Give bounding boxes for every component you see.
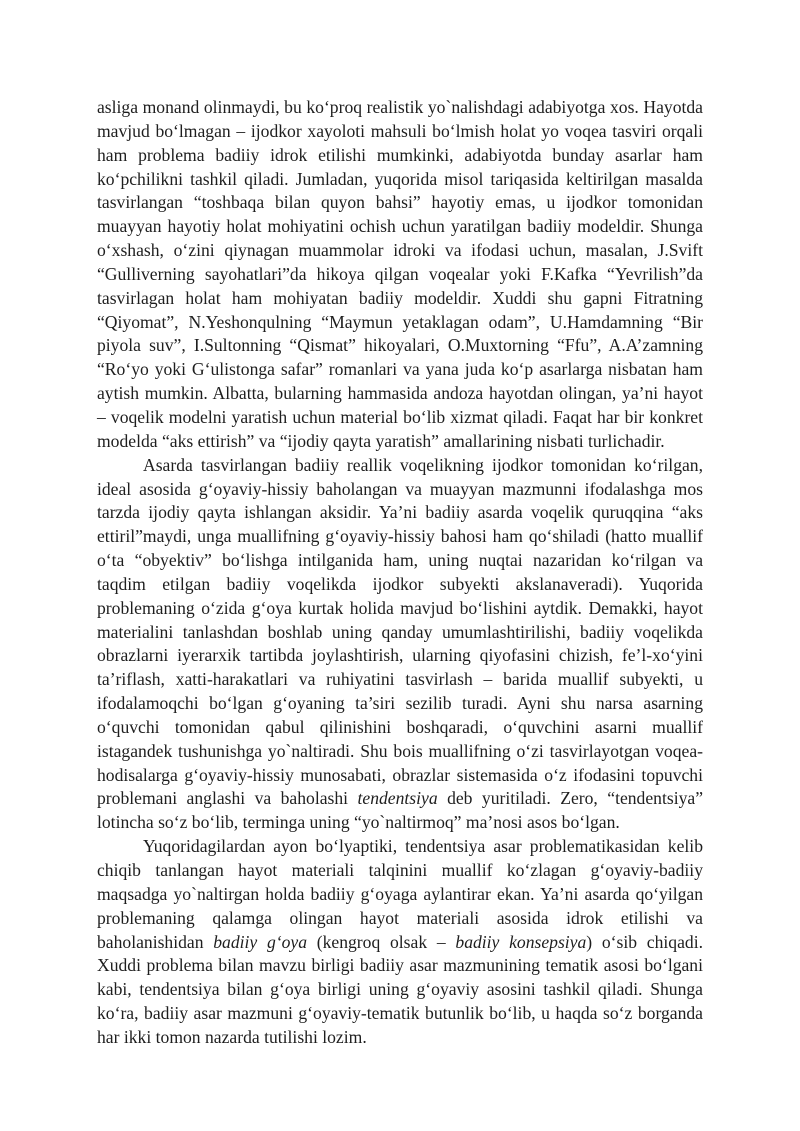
paragraph-2 xyxy=(97,454,703,836)
italic-term-badiiy-goya: badiiy g‘oya xyxy=(213,931,308,952)
paragraph-text: Yuqoridagilardan ayon bo‘lyaptiki, tendentsiya asar problematikasidan kelib chiqib tanlangan hayot materiali talqinini muallif ko‘zlagan g‘oyaviy-badiiy maqsadga yo`naltirgan holda badiiy g‘oyaga aylantirar ekan. Ya’ni asarda qo‘yilgan problemaning qalamga olingan hayot materiali asosida idrok etilishi va baholanishidan xyxy=(97,836,703,952)
paragraph-3 xyxy=(97,835,703,1050)
paragraph-text: ) o‘sib chiqadi. Xuddi problema bilan mavzu birligi badiiy asar mazmunining tematik asosi bo‘lgani kabi, tendentsiya bilan g‘oya birligi uning g‘oyaviy asosini tashkil qiladi. Shunga ko‘ra, badiiy asar mazmuni g‘oyaviy-tematik butunlik bo‘lib, u haqda so‘z borganda har ikki tomon nazarda tutilishi lozim. xyxy=(97,931,703,1047)
paragraph-text: asliga monand olinmaydi, bu ko‘proq realistik yo`nalishdagi adabiyotga xos. Hayotda mavjud bo‘lmagan – ijodkor xayoloti mahsuli bo‘lmish holat yo voqea tasviri orqali ham problema badiiy idrok etilishi mumkinki, adabiyotda bunday asarlar ham ko‘pchilikni tashkil qiladi. Jumladan, yuqorida misol tariqasida keltirilgan masalda tasvirlangan “toshbaqa bilan quyon bahsi” hayotiy emas, u ijodkor tomonidan muayyan hayotiy holat mohiyatini ochish uchun yaratilgan badiiy modeldir. Shunga o‘xshash, o‘zini qiynagan muammolar idroki va ifodasi uchun, masalan, J.Svift “Gulliverning sayohatlari”da hikoya qilgan voqealar yoki F.Kafka “Yevrilish”da tasvirlagan holat ham mohiyatan badiiy modeldir. Xuddi shu gapni Fitratning “Qiyomat”, N.Yeshonqulning “Maymun yetaklagan odam”, U.Hamdamning “Bir piyola suv”, I.Sultonning “Qismat” hikoyalari, O.Muxtorning “Ffu”, A.A’zamning “Ro‘yo yoki G‘ulistonga safar” romanlari va yana juda ko‘p asarlarga nisbatan ham aytish mumkin. Albatta, bularning hammasida andoza hayotdan olingan, ya’ni hayot – voqelik modelni yaratish uchun material bo‘lib xizmat qiladi. Faqat har bir konkret modelda “aks ettirish” va “ijodiy qayta yaratish” amallarining nisbati turlichadir. xyxy=(97,97,703,451)
italic-term-tendentsiya: tendentsiya xyxy=(357,788,438,809)
paragraph-1 xyxy=(97,96,703,454)
text-body xyxy=(97,96,703,1050)
paragraph-text: (kengroq olsak – xyxy=(307,931,456,952)
paragraph-text: Asarda tasvirlangan badiiy reallik voqelikning ijodkor tomonidan ko‘rilgan, ideal asosida g‘oyaviy-hissiy baholangan va muayyan mazmunni ifodalashga mos tarzda ijodiy qayta ishlangan aksidir. Ya’ni badiiy asarda voqelik quruqqina “aks ettiril”maydi, unga muallifning g‘oyaviy-hissiy bahosi ham qo‘shiladi (hatto muallif o‘ta “obyektiv” bo‘lishga intilganida ham, uning nuqtai nazaridan ko‘rilgan va taqdim etilgan badiiy voqelikda ijodkor subyekti akslanaveradi). Yuqorida problemaning o‘zida g‘oya kurtak holida mavjud bo‘lishini aytdik. Demakki, hayot materialini tanlashdan boshlab uning qanday umumlashtirilishi, badiiy voqelikda obrazlarni iyerarxik tartibda joylashtirish, ularning qiyofasini chizish, fe’l-xo‘yini ta’riflash, xatti-harakatlari va ruhiyatini tasvirlash – barida muallif subyekti, u ifodalamoqchi bo‘lgan g‘oyaning ta’siri sezilib turadi. Ayni shu narsa asarning o‘quvchi tomonidan qabul qilinishini boshqaradi, o‘quvchini asarni muallif istagandek tushunishga yo`naltiradi. Shu bois muallifning o‘zi tasvirlayotgan voqea-hodisalarga g‘oyaviy-hissiy munosabati, obrazlar sistemasida o‘z ifodasini topuvchi problemani anglashi va baholashi xyxy=(97,454,703,809)
italic-term-badiiy-konsepsiya: badiiy konsepsiya xyxy=(455,931,587,952)
paragraph-text: deb yuritiladi. Zero, “tendentsiya” lotincha so‘z bo‘lib, terminga uning “yo`naltirmoq” ma’nosi asos bo‘lgan. xyxy=(97,788,703,833)
